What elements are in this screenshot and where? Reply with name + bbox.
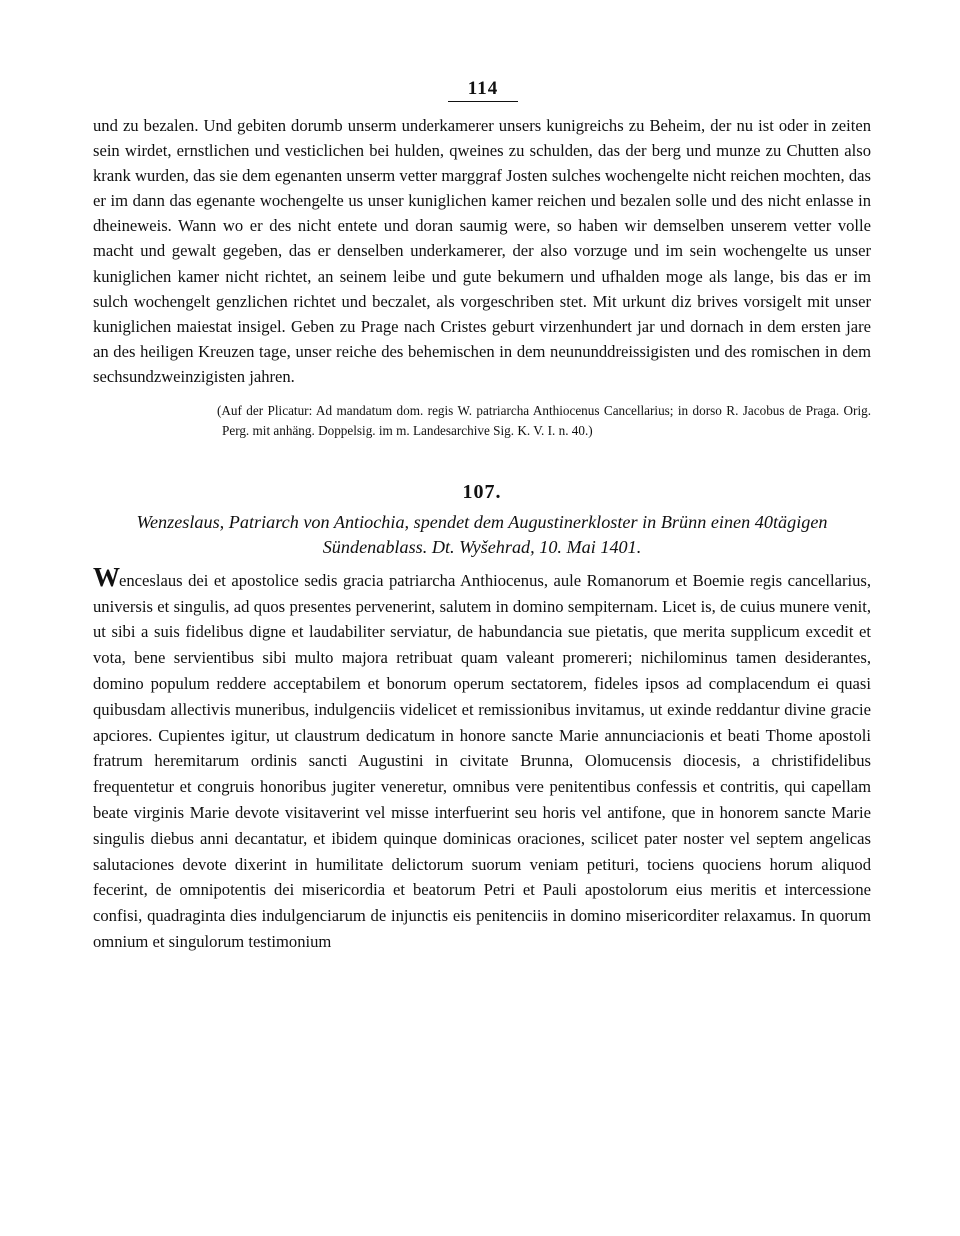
document-number: 107.	[462, 480, 502, 503]
document-body	[93, 561, 871, 955]
document-page	[93, 78, 871, 955]
archival-note: (Auf der Plicatur: Ad mandatum dom. regis W. patriarcha Anthiocenus Cancellarius; in dorso R. Jacobus de Praga. Orig. Perg. mit anhäng. Doppelsig. im m. Landesarchive Sig. K. V. I. n. 40.)	[217, 403, 871, 439]
initial-letter: W	[93, 561, 119, 592]
page-header	[213, 78, 753, 102]
document-heading: Wenzeslaus, Patriarch von Antiochia, spendet dem Augustinerkloster in Brünn einen 40tägigen Sündenablass. Dt. Wyšehrad, 10. Mai 1401.	[136, 511, 828, 557]
page-number: 114	[448, 78, 518, 102]
continuation-paragraph: und zu bezalen. Und gebiten dorumb unserm underkamerer unsers kunigreichs zu Beheim, der nu ist oder in zeiten sein wirdet, ernstlichen und vesticlichen bei hulden, qweines zu schulden, das der berg und munze zu Chutten also krank wurden, das sie dem egenanten unserm vetter marggraf Josten sulches wochengelte nicht reichen mochten, das er im dann das egenante wochengelte us unser kuniglichen kamer reichen und bezalen solle und des nicht enlasse in dheineweis. Wann wo er des nicht entete und doran saumig were, so haben wir demselben unserem vetter volle macht und gewalt gegeben, das er denselben underkamerer, der also vorzuge und im sein wochengelte us unser kuniglichen kamer nicht richtet, an seinem leibe und gute bekumern und ufhalden moge als lange, bis das er im sulch wochengelt genzlichen richtet und beczalet, als vorgeschriben stet. Mit urkunt diz brives vorsigelt mit unser kuniglichen maiestat insigel. Geben zu Prage nach Cristes geburt virzenhundert jar und dornach in dem ersten jare an des heiligen Kreuzen tage, unser reiche des behemischen in dem neununddreissigisten und des romischen in dem sechsundzweinzigisten jahren.	[93, 116, 871, 386]
document-text: enceslaus dei et apostolice sedis gracia patriarcha Anthiocenus, aule Romanorum et Boemie regis cancellarius, universis et singulis, ad quos presentes pervenerint, salutem in domino sempiternam. Licet is, de cuius munere venit, ut sibi a suis fidelibus digne et laudabiliter serviatur, de habundancia sue pietatis, que merita supplicum excedit et vota, bene servientibus sibi multo majora retribuat quam valeant promereri; nichilominus tamen desiderantes, domino populum reddere acceptabilem et bonorum operum sectatorem, fideles ipsos ad complacendum ei quasi quibusdam allectivis muneribus, indulgenciis videlicet et remissionibus invitamus, ut exinde reddantur divine gracie apciores. Cupientes igitur, ut claustrum dedicatum in honore sancte Marie annunciacionis et beati Thome apostoli fratrum heremitarum ordinis sancti Augustini in civitate Brunna, Olomucensis diocesis, a christifidelibus frequentetur et congruis honoribus jugiter veneretur, omnibus vere penitentibus confessis et contritis, qui capellam beate virginis Marie devote visitaverint vel misse interfuerint seu horis vel antifone, que in honorem sancte Marie singulis diebus anni decantatur, et ibidem quinque dominicas oraciones, scilicet pater noster vel septem angelicas salutaciones devote dixerint in humilitate delictorum suorum veniam petituri, tociens quociens horum aliquod fecerint, de omnipotentis dei misericordia et beatorum Petri et Pauli apostolorum eius meritis et intercessione confisi, quadraginta dies indulgenciarum de injunctis eis penitenciis in domino misericorditer relaxamus. In quorum omnium et singulorum testimonium	[93, 570, 871, 951]
